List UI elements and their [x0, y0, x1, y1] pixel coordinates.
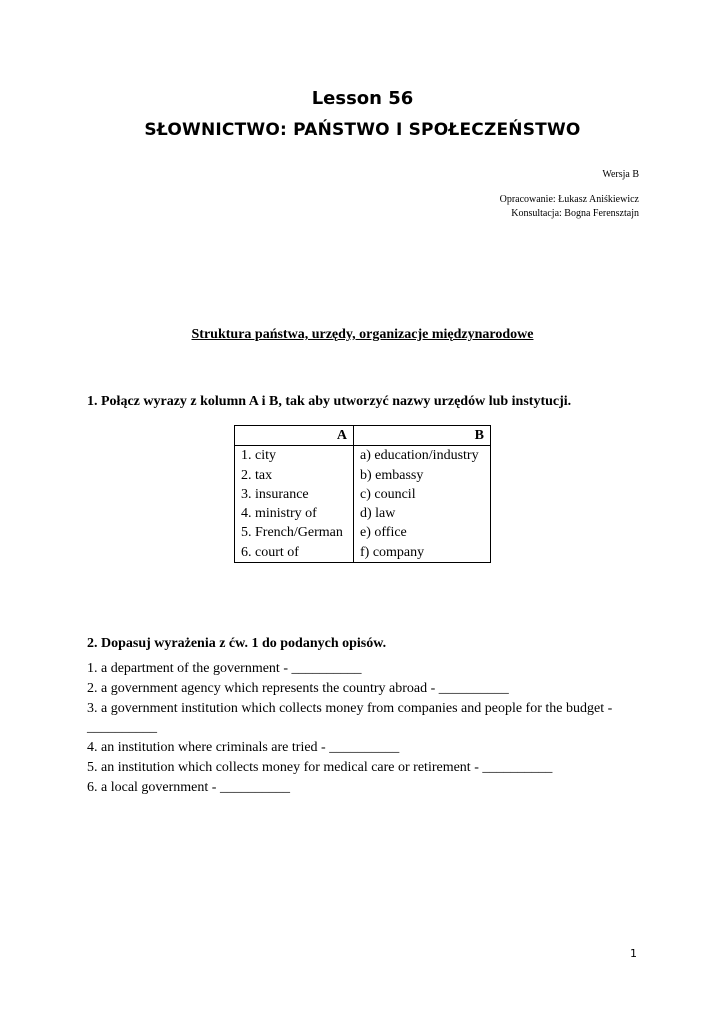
- table-row: [235, 504, 491, 523]
- table-cell-a: 3. insurance: [235, 485, 354, 504]
- table-cell-b: b) embassy: [354, 466, 491, 485]
- table-cell-a: 6. court of: [235, 543, 354, 563]
- lesson-title: Lesson 56: [311, 88, 414, 109]
- list-item: 6. a local government - __________: [87, 779, 290, 795]
- page-number: 1: [630, 947, 637, 960]
- topic-title: SŁOWNICTWO: PAŃSTWO I SPOŁECZEŃSTWO: [144, 120, 581, 140]
- table-cell-a: 4. ministry of: [235, 504, 354, 523]
- list-item: 1. a department of the government - __________: [87, 661, 362, 676]
- version-label: Wersja B: [602, 169, 639, 180]
- section-heading: Struktura państwa, urzędy, organizacje międzynarodowe: [191, 327, 534, 342]
- list-item: 2. a government agency which represents the country abroad - __________: [87, 680, 509, 696]
- column-b-header: B: [354, 426, 491, 446]
- table-cell-b: e) office: [354, 523, 491, 542]
- table-cell-b: c) council: [354, 485, 491, 504]
- consultation-line: Konsultacja: Bogna Ferensztajn: [511, 208, 639, 219]
- exercise-2-instruction: 2. Dopasuj wyrażenia z ćw. 1 do podanych opisów.: [87, 636, 387, 651]
- description-list: [87, 659, 647, 798]
- table-row: [235, 466, 491, 485]
- list-item: 3. a government institution which collects money from companies and people for the budget - __________: [87, 700, 616, 736]
- table-row: [235, 485, 491, 504]
- exercise-1-instruction: 1. Połącz wyrazy z kolumn A i B, tak aby utworzyć nazwy urzędów lub instytucji.: [87, 394, 572, 409]
- table-header-row: [235, 426, 491, 446]
- credits: [500, 193, 639, 221]
- table-row: [235, 523, 491, 542]
- table-cell-a: 2. tax: [235, 466, 354, 485]
- table-cell-a: 5. French/German: [235, 523, 354, 542]
- table-row: [235, 446, 491, 466]
- table-cell-b: f) company: [354, 543, 491, 563]
- list-item: 5. an institution which collects money for medical care or retirement - __________: [87, 759, 553, 775]
- table-cell-b: d) law: [354, 504, 491, 523]
- list-item: 4. an institution where criminals are tried - __________: [87, 740, 400, 756]
- author-line: Opracowanie: Łukasz Aniśkiewicz: [499, 194, 639, 205]
- table-cell-b: a) education/industry: [354, 446, 491, 466]
- table-cell-a: 1. city: [235, 446, 354, 466]
- column-a-header: A: [235, 426, 354, 446]
- table-row: [235, 543, 491, 563]
- matching-table: [234, 425, 491, 563]
